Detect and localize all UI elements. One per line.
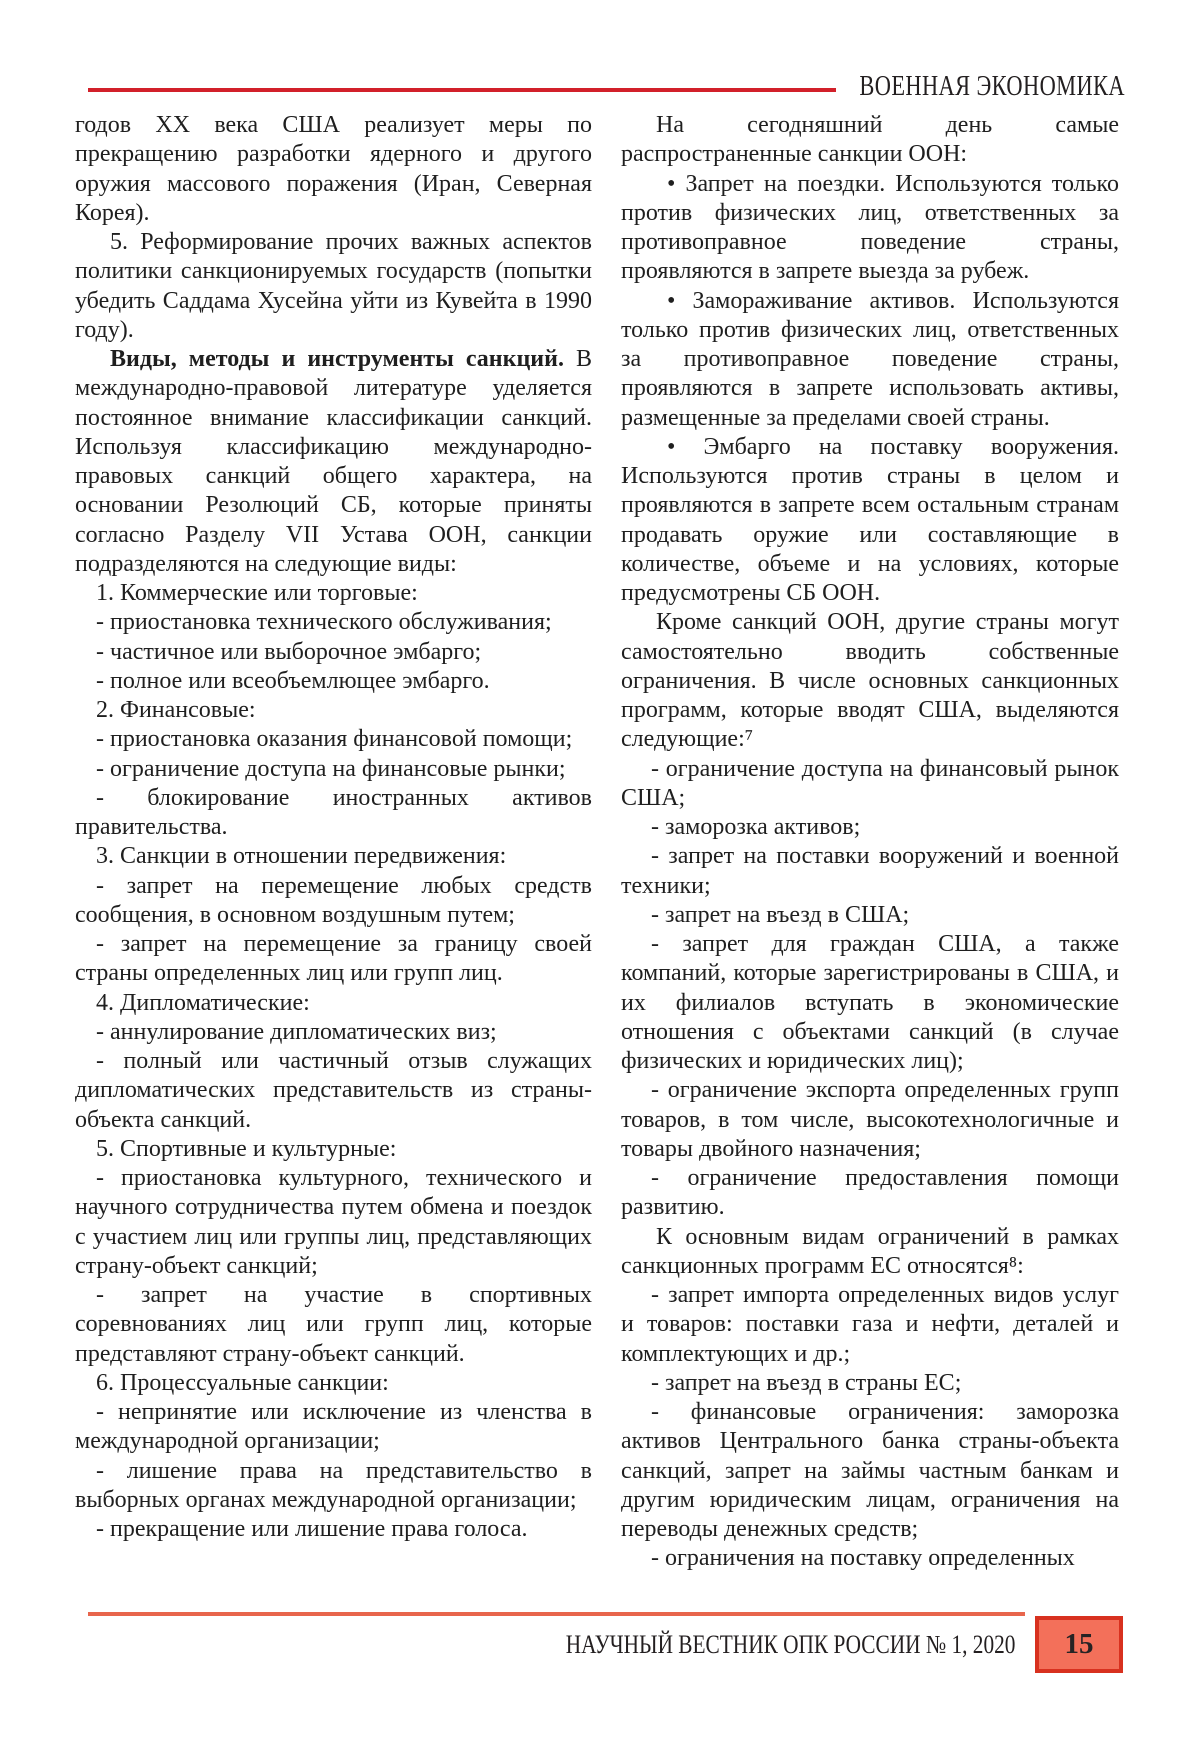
list-item: - ограничение доступа на финансовый рынок США; bbox=[621, 755, 1119, 811]
paragraph: Виды, методы и инструменты санкций. В международно-правовой литературе уделяется постоянное внимание классификации санкций. Используя классификацию международно-правовых санкций общего характера, на основании Резолюций СБ, которые приняты согласно Разделу VII Устава ООН, санкции подразделяются на следующие виды: bbox=[75, 346, 592, 577]
list-item: - блокирование иностранных активов правительства. bbox=[75, 784, 592, 840]
list-item: - ограничение доступа на финансовые рынки; bbox=[96, 755, 566, 782]
header-title-wrap bbox=[525, 72, 1125, 102]
list-item: - запрет на въезд в страны ЕС; bbox=[651, 1369, 962, 1396]
paragraph: 5. Реформирование прочих важных аспектов политики санкционируемых государств (попытки убедить Саддама Хусейна уйти из Кувейта в 1990 году). bbox=[75, 229, 592, 343]
list-item: - ограничение экспорта определенных групп товаров, в том числе, высокотехнологичные и товары двойного назначения; bbox=[621, 1077, 1119, 1162]
footer-title-wrap bbox=[0, 1630, 1015, 1660]
list-item: - приостановка технического обслуживания; bbox=[96, 609, 552, 636]
list-item: - запрет на въезд в США; bbox=[651, 901, 910, 928]
paragraph: 6. Процессуальные санкции: bbox=[96, 1369, 389, 1396]
list-item: • Эмбарго на поставку вооружения. Используются против страны в целом и проявляются в запрете всем остальным странам продавать оружие или составляющие в количестве, объеме и на условиях, которые предусмотрены СБ ООН. bbox=[621, 433, 1119, 606]
paragraph: 2. Финансовые: bbox=[96, 697, 256, 723]
list-item: - заморозка активов; bbox=[651, 814, 861, 840]
list-item: - непринятие или исключение из членства в международной организации; bbox=[75, 1399, 592, 1455]
list-item: - запрет на участие в спортивных соревнованиях лиц или групп лиц, которые представляют страну-объект санкций. bbox=[75, 1282, 592, 1367]
paragraph: годов XX века США реализует меры по прекращению разработки ядерного и другого оружия массового поражения (Иран, Северная Корея). bbox=[75, 112, 592, 226]
right-column bbox=[621, 111, 1119, 1574]
paragraph-bold-lead: Виды, методы и инструменты санкций. bbox=[110, 346, 564, 372]
list-item: - запрет на перемещение любых средств сообщения, в основном воздушным путем; bbox=[75, 872, 592, 928]
list-item: - финансовые ограничения: заморозка активов Центрального банка страны-объекта санкций, запрет на займы частным банкам и другим юридическим лицам, ограничения на переводы денежных средств; bbox=[621, 1399, 1119, 1542]
list-item: - полный или частичный отзыв служащих дипломатических представительств из страны-объекта санкций. bbox=[75, 1048, 592, 1133]
paragraph: 4. Дипломатические: bbox=[96, 989, 310, 1016]
list-item: - аннулирование дипломатических виз; bbox=[96, 1018, 497, 1045]
list-item: - частичное или выборочное эмбарго; bbox=[96, 638, 482, 665]
list-item: - лишение права на представительство в выборных органах международной организации; bbox=[75, 1457, 592, 1513]
list-item: - приостановка оказания финансовой помощи; bbox=[96, 726, 573, 753]
paragraph: 1. Коммерческие или торговые: bbox=[96, 580, 418, 606]
list-item: - ограничения на поставку определенных bbox=[651, 1545, 1075, 1572]
list-item: - запрет импорта определенных видов услуг и товаров: поставки газа и нефти, деталей и комплектующих и др.; bbox=[621, 1282, 1119, 1367]
list-item: - запрет для граждан США, а также компаний, которые зарегистрированы в США, и их филиалов вступать в экономические отношения с объектами санкций (в случае физических и юридических лиц); bbox=[621, 931, 1119, 1074]
list-item: - прекращение или лишение права голоса. bbox=[96, 1516, 528, 1542]
paragraph: 5. Спортивные и культурные: bbox=[96, 1135, 397, 1162]
left-column bbox=[75, 111, 592, 1544]
paragraph: К основным видам ограничений в рамках санкционных программ ЕС относятся⁸: bbox=[621, 1223, 1119, 1279]
footer-rule bbox=[88, 1612, 1025, 1616]
page-number-box bbox=[1035, 1616, 1123, 1673]
page-number: 15 bbox=[1064, 1628, 1094, 1660]
list-item: • Запрет на поездки. Используются только против физических лиц, ответственных за противоправное поведение страны, проявляются в запрете выезда за рубеж. bbox=[621, 170, 1119, 285]
list-item: - запрет на поставки вооружений и военной техники; bbox=[621, 843, 1119, 899]
journal-title: НАУЧНЫЙ ВЕСТНИК ОПК РОССИИ № 1, 2020 bbox=[565, 1630, 1015, 1659]
paragraph: Кроме санкций ООН, другие страны могут самостоятельно вводить собственные ограничения. В числе основных санкционных программ, которые вводят США, выделяются следующие:⁷ bbox=[621, 609, 1119, 753]
list-item: - полное или всеобъемлющее эмбарго. bbox=[96, 667, 490, 694]
list-item: • Замораживание активов. Используются только против физических лиц, ответственных за противоправное поведение страны, проявляются в запрете использовать активы, размещенные за пределами своей страны. bbox=[621, 287, 1119, 431]
list-item: - запрет на перемещение за границу своей страны определенных лиц или групп лиц. bbox=[75, 931, 592, 987]
list-item: - приостановка культурного, технического и научного сотрудничества путем обмена и поездок с участием лиц или группы лиц, представляющих страну-объект санкций; bbox=[75, 1165, 592, 1279]
paragraph: 3. Санкции в отношении передвижения: bbox=[96, 843, 507, 870]
paragraph: На сегодняшний день самые распространенные санкции ООН: bbox=[621, 112, 1119, 168]
list-item: - ограничение предоставления помощи развитию. bbox=[621, 1165, 1119, 1221]
section-title: ВОЕННАЯ ЭКОНОМИКА bbox=[859, 71, 1125, 102]
